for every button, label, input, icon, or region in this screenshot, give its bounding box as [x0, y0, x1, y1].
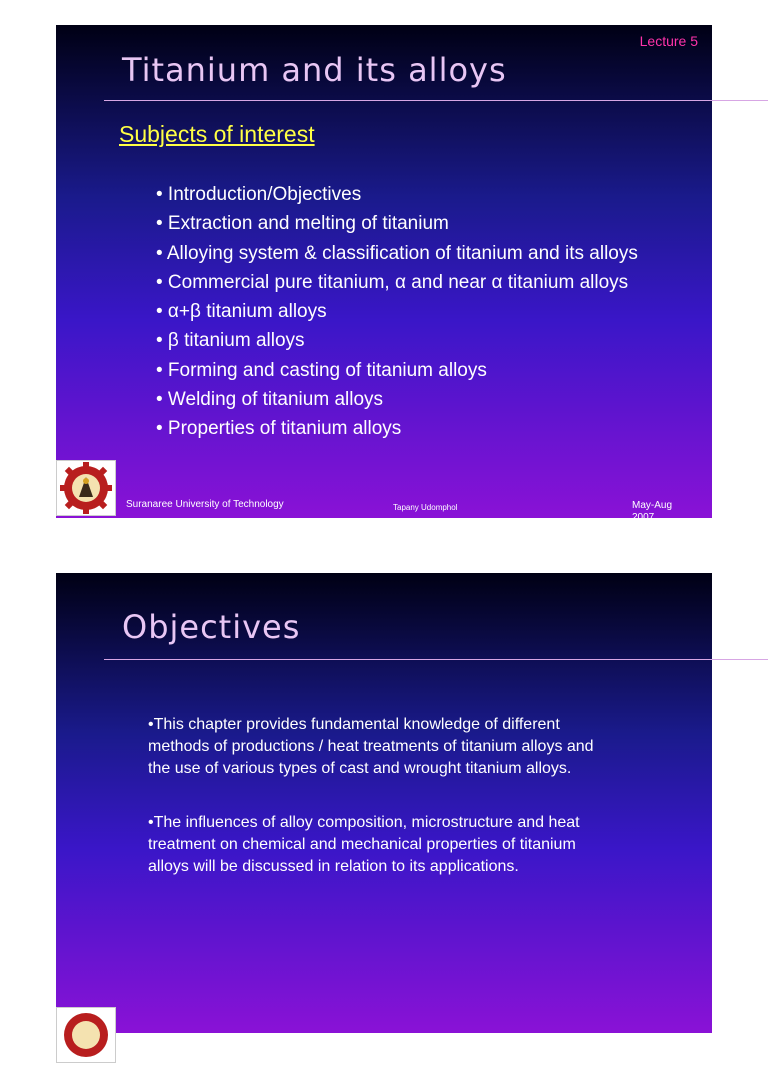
- list-item: • Forming and casting of titanium alloys: [156, 359, 487, 381]
- subjects-list: [156, 180, 638, 444]
- list-item: • Introduction/Objectives: [156, 184, 362, 205]
- lecture-label: Lecture 5: [639, 33, 698, 49]
- footer-date: [632, 500, 692, 524]
- footer-author: Tapany Udomphol: [393, 503, 458, 512]
- university-seal-logo: [56, 460, 116, 516]
- list-item: • Properties of titanium alloys: [156, 418, 402, 440]
- objective-paragraph: •This chapter provides fundamental knowledge of different methods of productions / heat treatments of titanium alloys and the use of various types of cast and wrought titanium alloys.: [148, 716, 594, 777]
- footer-university: Suranaree University of Technology: [126, 499, 284, 510]
- footer-date-line2: 2007: [632, 512, 655, 523]
- university-seal-icon: [57, 461, 115, 515]
- list-item: • β titanium alloys: [156, 330, 305, 352]
- list-item: • α+β titanium alloys: [156, 301, 327, 323]
- slide-title: Objectives: [122, 608, 301, 646]
- list-item: • Welding of titanium alloys: [156, 389, 384, 411]
- slide-title: Titanium and its alloys: [122, 51, 507, 89]
- university-seal-logo: [56, 1007, 116, 1063]
- list-item: • Extraction and melting of titanium: [156, 213, 449, 235]
- title-divider: [104, 100, 768, 101]
- university-seal-icon: [57, 1008, 115, 1062]
- slide-2: [56, 573, 712, 1033]
- title-divider: [104, 659, 768, 660]
- slide-1: [56, 25, 712, 523]
- subjects-heading: Subjects of interest: [119, 121, 315, 147]
- objective-paragraph: •The influences of alloy composition, microstructure and heat treatment on chemical and mechanical properties of titanium alloys will be discussed in relation to its applications.: [148, 814, 580, 875]
- slide-footer: [56, 456, 712, 523]
- list-item: • Commercial pure titanium, α and near α titanium alloys: [156, 271, 629, 293]
- list-item: • Alloying system & classification of titanium and its alloys: [156, 242, 638, 264]
- footer-date-line1: May-Aug: [632, 500, 673, 511]
